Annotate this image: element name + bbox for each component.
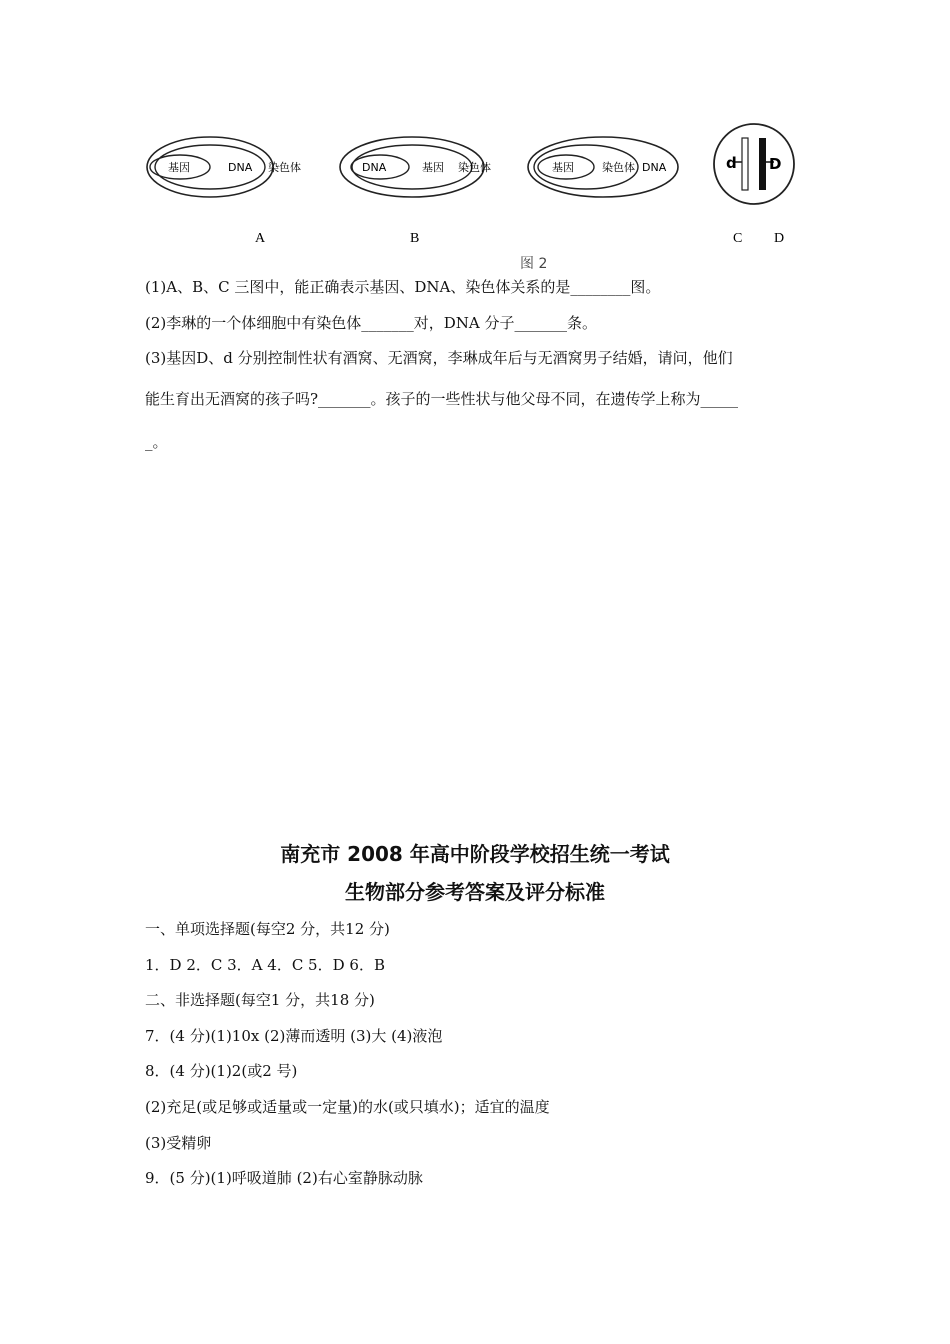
panel-d-label: D xyxy=(774,231,785,246)
panel-a-outer-label: 染色体 xyxy=(268,161,301,174)
answer-line: (2)充足(或足够或适量或一定量)的水(或只填水)；适宜的温度 xyxy=(145,1098,550,1116)
panel-c-label: C xyxy=(733,231,743,246)
venn-panel-b xyxy=(340,137,491,246)
panel-c-outer-label: DNA xyxy=(642,161,667,174)
answer-section-1-header: 一、单项选择题(每空2 分，共12 分) xyxy=(145,920,390,938)
answer-section-2-header: 二、非选择题(每空1 分，共18 分) xyxy=(145,991,375,1009)
panel-b-outer-label: 染色体 xyxy=(458,161,491,174)
panel-c-inner-label: 基因 xyxy=(552,161,574,174)
answer-line: 7．(4 分)(1)10x (2)薄而透明 (3)大 (4)液泡 xyxy=(145,1027,443,1045)
panel-a-label: A xyxy=(255,231,266,246)
answer-line: 1．D 2．C 3．A 4．C 5．D 6．B xyxy=(145,956,385,974)
chromosome-white xyxy=(742,138,748,190)
panel-b-middle-label: 基因 xyxy=(422,161,444,174)
question-2: (2)李琳的一个体细胞中有染色体_______对，DNA 分子_______条。 xyxy=(145,314,598,332)
question-3-line-3: _。 xyxy=(145,433,168,451)
panel-a-inner-label: 基因 xyxy=(168,161,190,174)
panel-b-inner-label: DNA xyxy=(362,161,387,174)
question-3-line-2: 能生育出无酒窝的孩子吗?_______。孩子的一些性状与他父母不同，在遗传学上称为_____ xyxy=(145,390,739,408)
panel-a-middle-label: DNA xyxy=(228,161,253,174)
venn-panel-c xyxy=(528,137,742,246)
allele-d-upper: D xyxy=(769,155,782,173)
panel-c-middle-label: 染色体 xyxy=(602,161,635,174)
answer-key-title: 南充市 2008 年高中阶段学校招生统一考试 xyxy=(280,842,670,866)
venn-panel-a xyxy=(147,137,301,246)
figure-caption: 图 2 xyxy=(520,256,548,272)
answer-line: 8．(4 分)(1)2(或2 号) xyxy=(145,1062,298,1080)
allele-d-lower: d xyxy=(726,154,737,172)
chromosome-panel-d xyxy=(714,124,794,246)
answer-line: 9．(5 分)(1)呼吸道肺 (2)右心室静脉动脉 xyxy=(145,1169,423,1187)
answer-line: (3)受精卵 xyxy=(145,1134,212,1152)
panel-b-label: B xyxy=(410,231,420,246)
question-3-line-1: (3)基因D、d 分别控制性状有酒窝、无酒窝，李琳成年后与无酒窝男子结婚，请问，他们 xyxy=(145,349,733,367)
answer-key-subtitle: 生物部分参考答案及评分标准 xyxy=(345,880,605,904)
figure-2 xyxy=(140,120,820,280)
chromosome-black xyxy=(759,138,766,190)
question-1: (1)A、B、C 三图中，能正确表示基因、DNA、染色体关系的是________图。 xyxy=(145,278,661,296)
